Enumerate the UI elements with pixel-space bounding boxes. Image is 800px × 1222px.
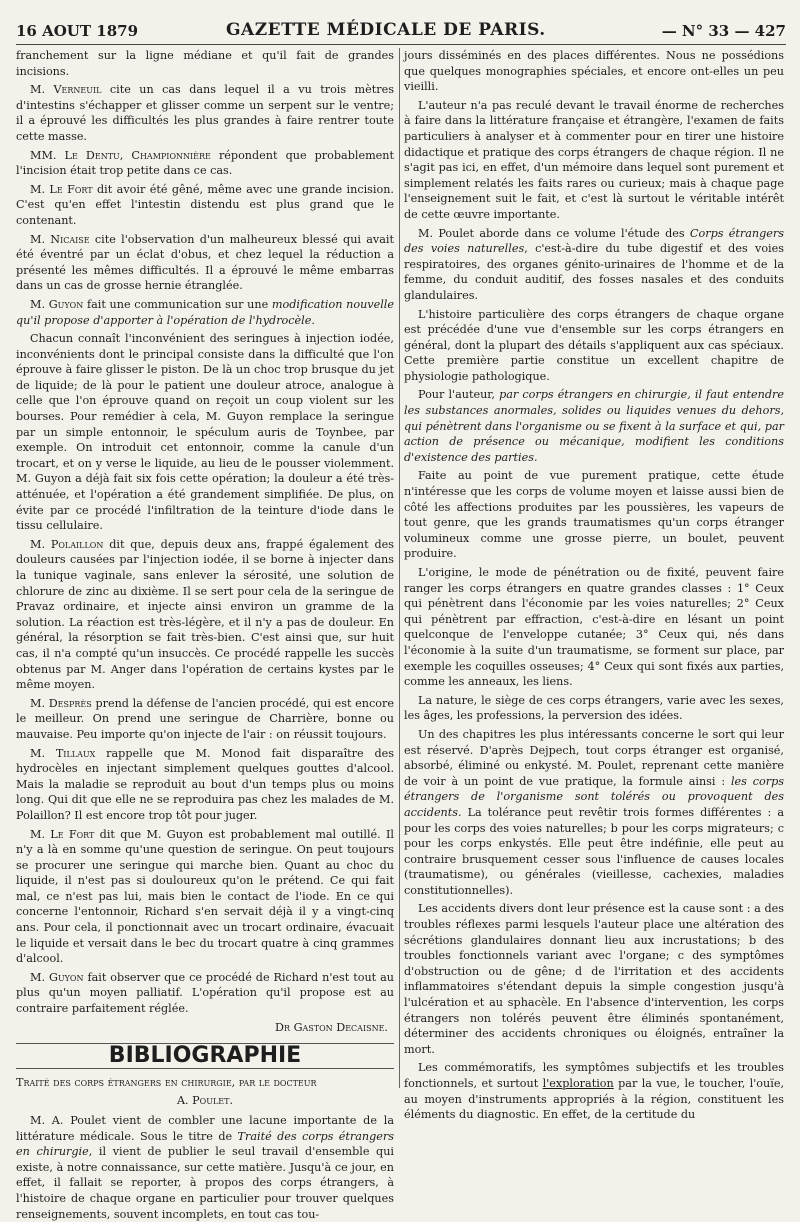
signature: Dr Gaston Decaisne. (275, 1020, 388, 1034)
journal-title: GAZETTE MÉDICALE DE PARIS. (226, 20, 546, 40)
book-author: A. Poulet. (176, 1094, 234, 1108)
paragraph: M. Guyon fait observer que ce procédé de Richard n'est tout au plus qu'un moyen palliatif. L'opération qu'il propose est au contraire parfaitement réglée. (16, 970, 395, 1016)
paragraph: Les commémoratifs, les symptômes subjectifs et les troubles fonctionnels, et surtout l'exploration par la vue, le toucher, l'ouïe, au moyen d'instruments appropriés à la région, constituent les éléments du diagnostic. En effet, de la certitude du (404, 1061, 785, 1122)
paragraph: M. Le Fort dit avoir été gêné, même avec une grande incision. C'est qu'en effet l'intestin distendu est plus grand que le contenant. (16, 182, 394, 227)
right-column (404, 48, 785, 1122)
book-title: Traité des corps étrangers en chirurgie, par le docteur (16, 1075, 317, 1089)
paragraph: L'auteur n'a pas reculé devant le travail énorme de recherches à faire dans la littérature française et étrangère, l'examen de faits particuliers à analyser et à commenter pour en tirer une histoire didactique et pratique des corps étrangers de chaque région. Il ne s'agit pas ici, en effet, d'un mémoire dans lequel sont purement et simplement relatés les faits rares ou curieux; mais à chaque page l'enseignement suit le fait, et c'est là surtout le véritable intérêt de cette œuvre importante. (404, 98, 784, 221)
paragraph: M. A. Poulet vient de combler une lacune importante de la littérature médicale. Sous le titre de Traité des corps étrangers en chirurgie, il vient de publier le seul travail d'ensemble qui existe, à notre connaissance, sur cette matière. Jusqu'à ce jour, en effet, il fallait se reporter, à propos des corps étrangers, à l'histoire de chaque organe en particulier pour trouver quelques renseignements, souvent incomplets, en tout cas tou- (16, 1114, 395, 1221)
paragraph: La nature, le siège de ces corps étrangers, varie avec les sexes, les âges, les professions, la perversion des idées. (404, 693, 784, 723)
left-column (16, 48, 395, 1221)
paragraph: Pour l'auteur, par corps étrangers en chirurgie, il faut entendre les substances anormales, solides ou liquides venues du dehors, qui pénètrent dans l'organisme ou se fixent à la surface et qui, par action de présence ou mécanique, modifient les conditions d'existence des parties. (404, 388, 784, 464)
paragraph: M. Poulet aborde dans ce volume l'étude des Corps étrangers des voies naturelles, c'est-à-dire du tube digestif et des voies respiratoires, des organes génito-urinaires de l'homme et de la femme, du conduit auditif, des fosses nasales et des conduits glandulaires. (404, 226, 784, 302)
paragraph: L'histoire particulière des corps étrangers de chaque organe est précédée d'une vue d'ensemble sur les corps étrangers en général, dont la plupart des détails s'appliquent aux cas spéciaux. Cette première partie constitue un excellent chapitre de physiologie pathologique. (404, 307, 784, 383)
paragraph: L'origine, le mode de pénétration ou de fixité, peuvent faire ranger les corps étrangers en quatre grandes classes : 1° Ceux qui pénètrent dans l'économie par les voies naturelles; 2° Ceux qui pénètrent par effraction, c'est-à-dire en lésant un point quelconque de l'enveloppe cutanée; 3° Ceux qui, nés dans l'économie à la suite d'un traumatisme, se forment sur place, par exemple les coquilles osseuses; 4° Ceux qui sont fixés aux parties, comme les anneaux, les liens. (404, 566, 784, 689)
section-heading: BIBLIOGRAPHIE (16, 1043, 394, 1069)
paragraph: M. Guyon fait une communication sur une modification nouvelle qu'il propose d'apporter à l'opération de l'hydrocèle. (16, 297, 394, 327)
page-header (16, 18, 786, 45)
paragraph: M. Le Fort dit que M. Guyon est probablement mal outillé. Il n'y a là en somme qu'une question de seringue. On peut toujours se procurer une seringue qui marche bien. Quant au choc du liquide, il n'est pas si douloureux qu'on le prétend. Ce qui fait mal, ce n'est pas lui, mais bien le contact de l'iode. En ce qui concerne l'entonnoir, Richard s'en servait déjà il y a vingt-cinq ans. Pour cela, il ponctionnait avec un trocart ordinaire, évacuait le liquide et versait dans le bec du trocart quatre à cinq grammes d'alcool. (16, 827, 394, 966)
paragraph: Chacun connaît l'inconvénient des seringues à injection iodée, inconvénients dont le principal consiste dans la difficulté que l'on éprouve à faire glisser le piston. De là un choc trop brusque du jet de liquide; de là pour le patient une douleur atroce, analogue à celle que l'on éprouve quand on reçoit un coup violent sur les bourses. Pour remédier à cela, M. Guyon remplace la seringue par un simple entonnoir, le spéculum auris de Toynbee, par exemple. On introduit cet entonnoir, comme la canule d'un trocart, et on y verse le liquide, au lieu de le pousser violemment. M. Guyon a déjà fait six fois cette opération; la douleur a été très-atténuée, et l'opération a été grandement simplifiée. De plus, on évite par ce procédé l'infiltration de la teinture d'iode dans le tissu cellulaire. (16, 332, 394, 533)
paragraph: M. Desprès prend la défense de l'ancien procédé, qui est encore le meilleur. On prend une seringue de Charrière, bonne ou mauvaise. Peu importe qu'on injecte de l'air : on réussit toujours. (16, 696, 394, 741)
issue-number: — N° 33 — 427 (661, 22, 786, 40)
paragraph: MM. Le Dentu, Championnière répondent que probablement l'incision était trop petite dans ce cas. (16, 148, 394, 178)
paragraph: Faite au point de vue purement pratique, cette étude n'intéresse que les corps de volume moyen et laisse aussi bien de côté les affections produites par les poussières, les vapeurs de tout genre, que les grands traumatismes qu'un corps étranger volumineux comme une grosse pierre, un boulet, peuvent produire. (404, 469, 784, 561)
paragraph: jours disséminés en des places différentes. Nous ne possédions que quelques monographies spéciales, et encore ont-elles un peu vieilli. (404, 49, 784, 94)
issue-date: 16 AOUT 1879 (16, 22, 139, 40)
paragraph: Un des chapitres les plus intéressants concerne le sort qui leur est réservé. D'après Dejpech, tout corps étranger est organisé, absorbé, éliminé ou enkysté. M. Poulet, reprenant cette manière de voir à un point de vue pratique, la formule ainsi : les corps étrangers de l'organisme sont tolérés ou provoquent des accidents. La tolérance peut revêtir trois formes différentes : a pour les corps des voies naturelles; b pour les corps migrateurs; c pour les corps enkystés. Elle peut être indéfinie, elle peut au contraire brusquement cesser sous l'influence de causes locales (traumatisme), ou générales (vieillesse, cachexies, maladies constitutionnelles). (404, 727, 784, 897)
paragraph: M. Verneuil cite un cas dans lequel il a vu trois mètres d'intestins s'échapper et glisser comme un serpent sur le ventre; il a éprouvé les difficultés les plus grandes à faire rentrer toute cette masse. (16, 83, 394, 143)
paragraph: M. Nicaise cite l'observation d'un malheureux blessé qui avait été éventré par un éclat d'obus, et chez lequel la réduction a présenté les mêmes difficultés. Il a éprouvé le même embarras dans un cas de grosse hernie étranglée. (16, 232, 394, 293)
paragraph: Les accidents divers dont leur présence est la cause sont : a des troubles réflexes parmi lesquels l'auteur place une altération des sécrétions glandulaires donnant lieu aux incrustations; b des troubles fonctionnels variant avec l'organe; c des symptômes d'obstruction ou de gêne; d de l'irritation et des accidents inflammatoires s'étendant depuis la simple congestion jusqu'à l'ulcération et au sphacèle. En l'absence d'intervention, les corps étrangers non tolérés peuvent être éliminés spontanément, déterminer des accidents chroniques ou éloignés, entraîner la mort. (404, 902, 784, 1056)
paragraph: M. Tillaux rappelle que M. Monod fait disparaître des hydrocèles en injectant simplement quelques gouttes d'alcool. Mais la maladie se reproduit au bout d'un temps plus ou moins long. Qui dit que elle ne se reproduira pas chez les malades de M. Polaillon? Il est encore trop tôt pour juger. (16, 746, 394, 822)
paragraph: franchement sur la ligne médiane et qu'il fait de grandes incisions. (16, 49, 394, 78)
column-divider (399, 48, 400, 1088)
paragraph: M. Polaillon dit que, depuis deux ans, frappé également des douleurs causées par l'injection iodée, il se borne à injecter dans la tunique vaginale, sans enlever la sérosité, une solution de chlorure de zinc au dixième. Il se sert pour cela de la seringue de Pravaz ordinaire, et injecte ainsi environ un gramme de la solution. La réaction est très-légère, et il n'y a pas de douleur. En général, la résorption se fait très-bien. C'est ainsi que, sur huit cas, il n'a compté qu'un insuccès. Ce procédé rappelle les succès obtenus par M. Anger dans l'opération de certains kystes par le même moyen. (16, 537, 394, 692)
